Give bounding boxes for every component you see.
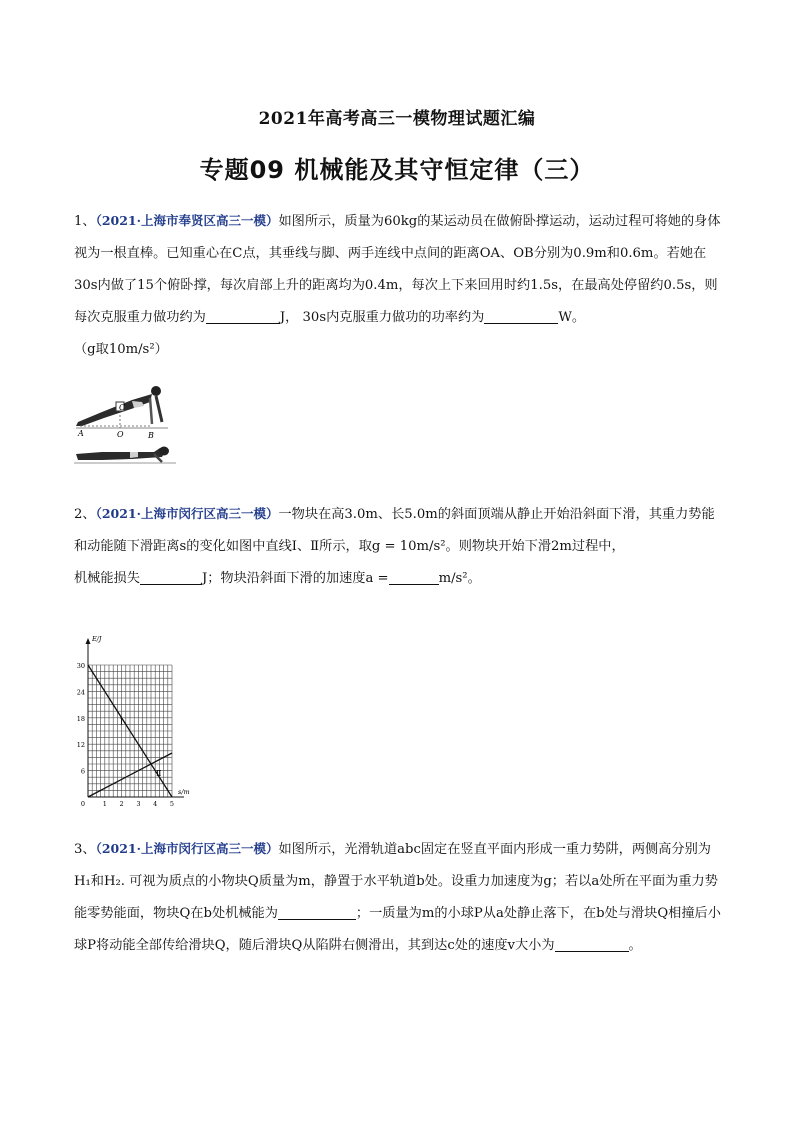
x-axis-label: s/m [178, 788, 190, 796]
question-number: 2、 [74, 507, 96, 522]
question-number: 1、 [74, 214, 96, 229]
label-c: C [119, 403, 126, 412]
series-label: Ⅰ [119, 717, 124, 727]
answer-blank[interactable] [140, 569, 202, 585]
document-title: 专题09 机械能及其守恒定律（三） [199, 156, 595, 184]
question-text: ；一质量为m的小球P从a处静止落下，在b处与滑块Q相撞后小球P将动能全部传给滑块Q，随后滑块Q从陷阱右侧滑出，其到达c处的速度v大小为 [74, 906, 721, 953]
series-label: Ⅱ [156, 768, 162, 778]
x-tick-label: 1 [102, 800, 107, 808]
x-tick-label: 4 [153, 800, 158, 808]
question-source: （2021·上海市奉贤区高三一模） [95, 213, 279, 228]
y-tick-label: 18 [76, 714, 85, 723]
answer-blank[interactable] [389, 569, 439, 585]
question-text: J；物块沿斜面下滑的加速度a = [201, 571, 389, 586]
energy-chart [70, 632, 210, 812]
y-axis-arrow [86, 638, 91, 644]
x-tick-label: 3 [136, 800, 141, 808]
answer-blank[interactable] [278, 904, 356, 920]
answer-blank[interactable] [555, 936, 629, 952]
origin-label: 0 [80, 800, 85, 808]
y-tick-label: 24 [76, 688, 85, 697]
label-b: B [148, 431, 154, 440]
y-axis-label: E/J [92, 635, 102, 643]
label-a: A [78, 429, 84, 438]
pushup-figure [72, 382, 184, 468]
question-number: 3、 [74, 842, 96, 857]
question-text: 如图所示，光滑轨道abc固定在竖直平面内形成一重力势阱，两侧高分别为H₁和H₂. 可视为质点的小物块Q质量为m，静置于水平轨道b处。设重力加速度为g；若以a处所在平面为重力势能零势能面，物块Q在b处机械能为 [74, 842, 718, 921]
answer-blank[interactable] [484, 308, 558, 324]
question-source: （2021·上海市闵行区高三一模） [95, 506, 279, 521]
question-text: W。 [558, 310, 586, 325]
y-tick-label: 30 [76, 662, 85, 670]
question-source: （2021·上海市闵行区高三一模） [95, 841, 279, 856]
question-text: J， 30s内克服重力做功的功率约为 [279, 310, 485, 325]
y-tick-label: 12 [76, 741, 85, 750]
label-o: O [117, 430, 124, 439]
question-note: （g取10m/s²） [74, 342, 168, 357]
document-subtitle: 2021年高考高三一模物理试题汇编 [258, 109, 536, 129]
question-text: 一物块在高3.0m、长5.0m的斜面顶端从静止开始沿斜面下滑，其重力势能和动能随下滑距离s的变化如图中直线Ⅰ、Ⅱ所示，取g = 10m/s²。则物块开始下滑2m过程中， [74, 507, 715, 554]
question-2 [74, 498, 724, 595]
question-text: 机械能损失 [74, 571, 140, 586]
question-1 [74, 205, 724, 366]
question-text: 如图所示，质量为60kg的某运动员在做俯卧撑运动，运动过程可将她的身体视为一根直棒。已知重心在C点，其垂线与脚、两手连线中点间的距离OA、OB分别为0.9m和0.6m。若她在30s内做了15个俯卧撑，每次肩部上升的距离均为0.4m，每次上下来回用时约1.5s，在最高处停留约0.5s，则每次克服重力做功约为 [74, 214, 721, 325]
question-3 [74, 833, 724, 962]
y-tick-label: 6 [80, 767, 85, 776]
question-text: m/s²。 [438, 571, 481, 586]
pushup-down-pose [76, 447, 169, 463]
x-tick-label: 5 [169, 800, 175, 808]
question-text: 。 [628, 938, 642, 953]
answer-blank[interactable] [206, 308, 280, 324]
x-tick-label: 2 [119, 800, 124, 808]
